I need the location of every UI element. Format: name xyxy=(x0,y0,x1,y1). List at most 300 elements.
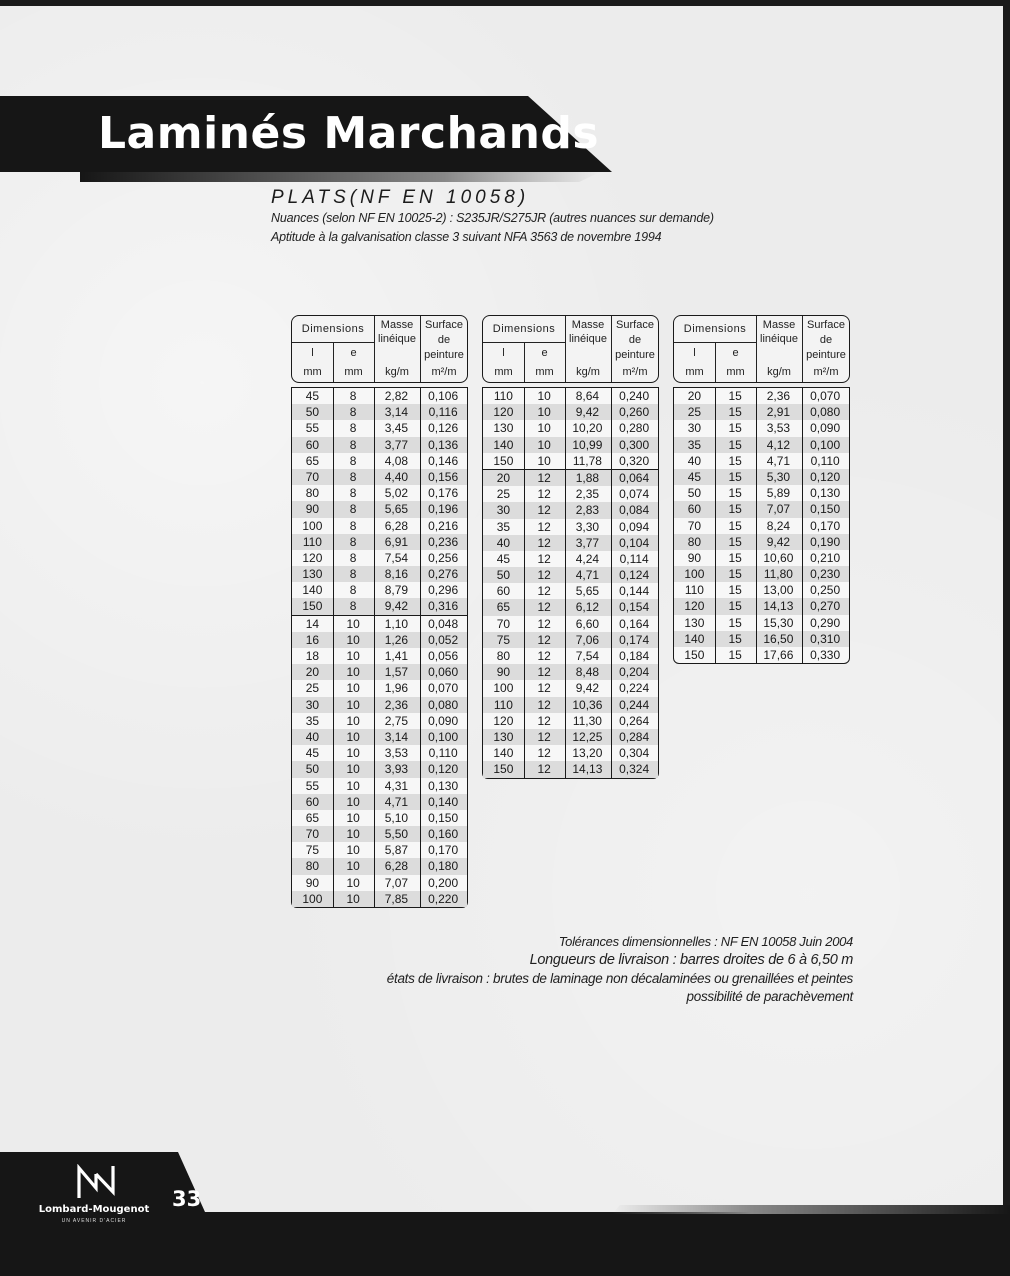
cell-e: 10 xyxy=(346,697,360,712)
cell-e: 12 xyxy=(537,568,551,583)
column-divider xyxy=(565,388,566,778)
cell-l: 60 xyxy=(305,437,320,452)
table-row xyxy=(674,453,849,469)
cell-l: 150 xyxy=(684,648,705,662)
cell-surface: 0,300 xyxy=(619,437,650,452)
header-surface-unit: m²/m xyxy=(622,366,648,378)
cell-e: 10 xyxy=(346,713,360,728)
header-e: e xyxy=(350,347,357,359)
cell-masse: 1,57 xyxy=(384,665,409,680)
table-row xyxy=(483,583,658,599)
cell-surface: 0,070 xyxy=(428,681,459,696)
table-row xyxy=(483,616,658,632)
cell-surface: 0,120 xyxy=(428,762,459,777)
header-surface-unit: m²/m xyxy=(431,366,457,378)
table-row xyxy=(674,550,849,566)
table-row xyxy=(292,778,467,794)
cell-masse: 17,66 xyxy=(763,648,794,662)
table-row xyxy=(292,534,467,550)
cell-l: 30 xyxy=(496,503,511,518)
cell-surface: 0,110 xyxy=(810,453,840,468)
cell-e: 8 xyxy=(349,469,357,484)
cell-surface: 0,090 xyxy=(428,713,459,728)
cell-l: 100 xyxy=(493,681,514,696)
cell-masse: 4,40 xyxy=(384,469,409,484)
cell-surface: 0,124 xyxy=(619,568,650,583)
cell-surface: 0,090 xyxy=(810,421,841,436)
cell-e: 15 xyxy=(728,615,742,630)
table-row xyxy=(483,551,658,567)
header-l-unit: mm xyxy=(303,366,322,378)
cell-masse: 4,71 xyxy=(384,794,409,809)
cell-e: 15 xyxy=(728,631,742,646)
table-row xyxy=(292,404,467,420)
table-row xyxy=(292,842,467,858)
cell-masse: 4,08 xyxy=(384,453,409,468)
cell-masse: 5,30 xyxy=(766,469,791,484)
cell-l: 70 xyxy=(305,827,320,842)
table-row xyxy=(483,697,658,713)
cell-e: 12 xyxy=(537,487,551,502)
cell-masse: 3,53 xyxy=(384,746,409,761)
table-row xyxy=(292,469,467,485)
cell-l: 100 xyxy=(302,891,323,906)
table-row xyxy=(483,453,658,469)
table-row xyxy=(292,453,467,469)
header-masse: Masse linéique xyxy=(378,319,416,345)
cell-masse: 4,12 xyxy=(766,437,791,452)
table-row xyxy=(483,632,658,648)
header-e: e xyxy=(541,347,548,359)
table-row xyxy=(674,469,849,485)
cell-l: 40 xyxy=(687,453,702,468)
table-row xyxy=(483,420,658,436)
table-row xyxy=(674,534,849,550)
cell-e: 15 xyxy=(728,469,742,484)
table-row xyxy=(292,632,467,648)
table-row xyxy=(292,518,467,534)
footer-fade xyxy=(612,1205,1010,1214)
cell-l: 60 xyxy=(305,794,320,809)
cell-e: 12 xyxy=(537,681,551,696)
cell-masse: 14,13 xyxy=(572,762,603,777)
cell-masse: 3,14 xyxy=(384,405,409,420)
cell-masse: 3,14 xyxy=(384,729,409,744)
cell-masse: 2,36 xyxy=(766,389,791,403)
cell-e: 15 xyxy=(728,567,742,582)
cell-masse: 5,02 xyxy=(384,486,409,501)
cell-e: 10 xyxy=(346,810,360,825)
note-possibilite: possibilité de parachèvement xyxy=(686,989,853,1004)
cell-surface: 0,320 xyxy=(619,453,650,468)
header-e-unit: mm xyxy=(535,366,554,378)
cell-e: 8 xyxy=(349,502,357,517)
table-row xyxy=(292,680,467,696)
brand-tagline: UN AVENIR D'ACIER xyxy=(61,1218,127,1224)
cell-surface: 0,190 xyxy=(810,534,841,549)
cell-e: 8 xyxy=(349,453,357,468)
cell-l: 75 xyxy=(305,843,320,858)
cell-masse: 8,64 xyxy=(575,389,600,403)
cell-e: 8 xyxy=(349,437,357,452)
header-l: l xyxy=(502,347,505,359)
header-divider xyxy=(611,316,612,382)
cell-l: 50 xyxy=(687,486,702,501)
header-l: l xyxy=(311,347,314,359)
cell-surface: 0,084 xyxy=(619,503,650,518)
cell-e: 12 xyxy=(537,746,551,761)
cell-l: 110 xyxy=(493,697,513,712)
cell-surface: 0,106 xyxy=(428,389,459,403)
cell-surface: 0,130 xyxy=(810,486,841,501)
table-row xyxy=(674,404,849,420)
table-row xyxy=(674,647,849,663)
cell-surface: 0,176 xyxy=(428,486,459,501)
table-row xyxy=(292,729,467,745)
cell-masse: 8,79 xyxy=(384,583,409,598)
header-surface-unit: m²/m xyxy=(813,366,839,378)
cell-masse: 7,54 xyxy=(384,550,409,565)
cell-surface: 0,316 xyxy=(428,599,459,614)
cell-e: 8 xyxy=(349,583,357,598)
cell-l: 14 xyxy=(305,616,320,631)
table-row xyxy=(292,598,467,614)
table-row xyxy=(292,761,467,777)
cell-l: 140 xyxy=(302,583,323,598)
cell-l: 80 xyxy=(305,486,320,501)
cell-l: 60 xyxy=(496,584,511,599)
cell-masse: 5,89 xyxy=(766,486,791,501)
cell-l: 18 xyxy=(305,649,320,663)
cell-e: 8 xyxy=(349,550,357,565)
table-row xyxy=(292,582,467,598)
cell-l: 30 xyxy=(687,421,702,436)
header-banner-fade xyxy=(80,172,600,182)
cell-l: 70 xyxy=(496,616,511,631)
cell-masse: 7,07 xyxy=(766,502,791,517)
note-tolerances: Tolérances dimensionnelles : NF EN 10058 Juin 2004 xyxy=(558,934,853,949)
cell-e: 10 xyxy=(346,843,360,858)
header-surface: Surface de peinture xyxy=(424,319,464,361)
cell-surface: 0,200 xyxy=(428,875,459,890)
cell-l: 150 xyxy=(302,599,323,614)
header-l-unit: mm xyxy=(494,366,513,378)
cell-l: 140 xyxy=(493,437,514,452)
cell-surface: 0,240 xyxy=(619,389,650,403)
cell-l: 75 xyxy=(496,632,511,647)
cell-surface: 0,184 xyxy=(619,649,650,663)
cell-surface: 0,126 xyxy=(428,421,459,436)
cell-l: 120 xyxy=(493,713,514,728)
table-row xyxy=(674,420,849,436)
table-row xyxy=(483,745,658,761)
cell-masse: 5,10 xyxy=(384,810,409,825)
cell-e: 8 xyxy=(349,389,357,403)
cell-l: 50 xyxy=(305,762,320,777)
plats-table-3 xyxy=(673,315,850,664)
cell-surface: 0,160 xyxy=(428,827,459,842)
cell-e: 10 xyxy=(346,891,360,906)
cell-masse: 3,93 xyxy=(384,762,409,777)
cell-l: 20 xyxy=(305,665,320,680)
cell-surface: 0,130 xyxy=(428,778,459,793)
cell-l: 25 xyxy=(305,681,320,696)
header-surface: Surface de peinture xyxy=(615,319,655,361)
cell-l: 90 xyxy=(305,502,320,517)
cell-e: 10 xyxy=(346,632,360,647)
header-dimensions: Dimensions xyxy=(674,316,756,343)
cell-masse: 10,20 xyxy=(572,421,603,436)
cell-surface: 0,210 xyxy=(810,550,841,565)
table-row xyxy=(292,437,467,453)
table-row xyxy=(483,761,658,777)
cell-surface: 0,180 xyxy=(428,859,459,874)
cell-e: 12 xyxy=(537,535,551,550)
cell-e: 12 xyxy=(537,665,551,680)
cell-l: 45 xyxy=(496,551,511,566)
cell-l: 100 xyxy=(302,518,323,533)
cell-surface: 0,144 xyxy=(619,584,650,599)
cell-l: 70 xyxy=(687,518,702,533)
cell-masse: 2,36 xyxy=(384,697,409,712)
cell-l: 60 xyxy=(687,502,702,517)
cell-masse: 7,07 xyxy=(384,875,409,890)
cell-l: 140 xyxy=(493,746,514,761)
cell-e: 10 xyxy=(346,827,360,842)
cell-surface: 0,284 xyxy=(619,729,650,744)
cell-e: 10 xyxy=(346,859,360,874)
cell-e: 12 xyxy=(537,519,551,534)
cell-masse: 14,13 xyxy=(763,599,794,614)
cell-surface: 0,146 xyxy=(428,453,459,468)
cell-masse: 8,16 xyxy=(384,567,409,582)
cell-l: 120 xyxy=(493,405,514,420)
cell-surface: 0,280 xyxy=(619,421,650,436)
cell-surface: 0,080 xyxy=(428,697,459,712)
cell-e: 12 xyxy=(537,503,551,518)
cell-l: 35 xyxy=(687,437,702,452)
cell-l: 90 xyxy=(687,550,702,565)
cell-l: 50 xyxy=(305,405,320,420)
header-dimensions: Dimensions xyxy=(292,316,374,343)
table-header xyxy=(482,315,659,383)
table-row xyxy=(483,404,658,420)
cell-masse: 2,82 xyxy=(384,389,409,403)
cell-masse: 2,83 xyxy=(575,503,600,518)
cell-surface: 0,324 xyxy=(619,762,650,777)
cell-e: 10 xyxy=(346,875,360,890)
page-title: Laminés Marchands xyxy=(98,108,600,159)
column-divider xyxy=(420,388,421,907)
cell-l: 90 xyxy=(305,875,320,890)
cell-l: 130 xyxy=(684,615,705,630)
table-row xyxy=(674,501,849,517)
table-row xyxy=(483,502,658,518)
cell-e: 15 xyxy=(728,599,742,614)
table-row xyxy=(674,388,849,404)
table-row xyxy=(292,745,467,761)
cell-l: 35 xyxy=(496,519,511,534)
cell-masse: 3,45 xyxy=(384,421,409,436)
cell-l: 150 xyxy=(493,762,514,777)
table-row xyxy=(292,713,467,729)
cell-e: 15 xyxy=(728,453,742,468)
cell-e: 12 xyxy=(537,762,551,777)
cell-e: 10 xyxy=(346,729,360,744)
cell-masse: 1,26 xyxy=(384,632,409,647)
cell-masse: 3,30 xyxy=(575,519,600,534)
cell-surface: 0,304 xyxy=(619,746,650,761)
cell-e: 10 xyxy=(537,389,551,403)
cell-l: 140 xyxy=(684,631,705,646)
cell-l: 25 xyxy=(687,405,702,420)
column-divider xyxy=(333,388,334,907)
table-row xyxy=(483,680,658,696)
cell-surface: 0,204 xyxy=(619,665,650,680)
page-number: 33 xyxy=(172,1187,202,1211)
cell-surface: 0,136 xyxy=(428,437,459,452)
table-row xyxy=(292,388,467,404)
table-row xyxy=(674,615,849,631)
table-row xyxy=(483,519,658,535)
table-row xyxy=(292,550,467,566)
cell-l: 120 xyxy=(302,550,323,565)
cell-e: 10 xyxy=(346,616,360,631)
cell-surface: 0,074 xyxy=(619,487,650,502)
header-masse-unit: kg/m xyxy=(385,366,409,378)
cell-l: 55 xyxy=(305,421,320,436)
cell-surface: 0,140 xyxy=(428,794,459,809)
table-row xyxy=(483,535,658,551)
cell-surface: 0,250 xyxy=(810,583,841,598)
column-divider xyxy=(374,388,375,907)
cell-surface: 0,170 xyxy=(428,843,459,858)
plats-table-2 xyxy=(482,315,659,779)
column-divider xyxy=(715,388,716,663)
cell-surface: 0,216 xyxy=(428,518,459,533)
cell-l: 110 xyxy=(684,583,704,598)
table-body xyxy=(291,387,468,908)
cell-e: 12 xyxy=(537,551,551,566)
cell-surface: 0,100 xyxy=(810,437,841,452)
cell-masse: 13,20 xyxy=(572,746,603,761)
cell-surface: 0,170 xyxy=(810,518,841,533)
table-row xyxy=(292,826,467,842)
cell-masse: 9,42 xyxy=(384,599,409,614)
cell-e: 15 xyxy=(728,405,742,420)
cell-l: 90 xyxy=(496,665,511,680)
cell-surface: 0,264 xyxy=(619,713,650,728)
cell-masse: 6,12 xyxy=(575,600,600,615)
right-border xyxy=(1003,0,1010,1276)
cell-surface: 0,056 xyxy=(428,649,459,663)
header-l-unit: mm xyxy=(685,366,704,378)
cell-e: 15 xyxy=(728,421,742,436)
cell-e: 10 xyxy=(346,649,360,663)
plats-table-1 xyxy=(291,315,468,908)
cell-masse: 2,75 xyxy=(384,713,409,728)
brand-name: Lombard-Mougenot xyxy=(38,1204,150,1215)
cell-l: 20 xyxy=(687,389,702,403)
cell-e: 10 xyxy=(346,746,360,761)
table-row xyxy=(483,729,658,745)
cell-e: 10 xyxy=(537,437,551,452)
table-row xyxy=(483,388,658,404)
cell-surface: 0,230 xyxy=(810,567,841,582)
cell-masse: 6,60 xyxy=(575,616,600,631)
cell-surface: 0,174 xyxy=(619,632,650,647)
header-surface: Surface de peinture xyxy=(806,319,846,361)
cell-surface: 0,290 xyxy=(810,615,841,630)
cell-e: 10 xyxy=(346,665,360,680)
cell-masse: 9,42 xyxy=(575,681,600,696)
cell-l: 25 xyxy=(496,487,511,502)
cell-surface: 0,116 xyxy=(428,405,458,420)
cell-l: 80 xyxy=(305,859,320,874)
note-longueurs: Longueurs de livraison : barres droites de 6 à 6,50 m xyxy=(529,952,853,968)
table-body xyxy=(482,387,659,779)
cell-e: 8 xyxy=(349,599,357,614)
cell-surface: 0,220 xyxy=(428,891,459,906)
header-divider xyxy=(420,316,421,382)
header-l: l xyxy=(693,347,696,359)
cell-surface: 0,164 xyxy=(619,616,650,631)
cell-masse: 5,65 xyxy=(575,584,600,599)
cell-l: 100 xyxy=(684,567,705,582)
cell-masse: 7,06 xyxy=(575,632,600,647)
table-row xyxy=(292,794,467,810)
cell-e: 12 xyxy=(537,584,551,599)
cell-masse: 4,71 xyxy=(766,453,791,468)
header-divider xyxy=(374,316,375,382)
cell-masse: 3,77 xyxy=(384,437,409,452)
cell-surface: 0,296 xyxy=(428,583,459,598)
section-title: PLATS(NF EN 10058) xyxy=(271,187,530,208)
cell-l: 150 xyxy=(493,453,514,468)
nuances-line: Nuances (selon NF EN 10025-2) : S235JR/S275JR (autres nuances sur demande) xyxy=(271,211,714,225)
table-row xyxy=(292,891,467,907)
cell-l: 20 xyxy=(496,470,511,485)
cell-masse: 8,24 xyxy=(766,518,791,533)
header-masse: Masse linéique xyxy=(760,319,798,345)
cell-e: 12 xyxy=(537,697,551,712)
table-row xyxy=(483,469,658,486)
cell-masse: 1,41 xyxy=(384,649,409,663)
table-row xyxy=(292,566,467,582)
header-divider xyxy=(524,343,525,382)
cell-surface: 0,196 xyxy=(428,502,459,517)
header-dimensions: Dimensions xyxy=(483,316,565,343)
cell-masse: 11,78 xyxy=(572,453,602,468)
cell-masse: 4,24 xyxy=(575,551,600,566)
table-row xyxy=(674,485,849,501)
cell-e: 10 xyxy=(537,405,551,420)
cell-surface: 0,244 xyxy=(619,697,650,712)
table-header xyxy=(673,315,850,383)
cell-masse: 9,42 xyxy=(766,534,791,549)
cell-e: 10 xyxy=(346,681,360,696)
cell-l: 16 xyxy=(305,632,320,647)
cell-masse: 4,31 xyxy=(384,778,409,793)
table-row xyxy=(674,437,849,453)
cell-masse: 11,30 xyxy=(572,713,602,728)
cell-surface: 0,256 xyxy=(428,550,459,565)
table-row xyxy=(483,437,658,453)
cell-surface: 0,104 xyxy=(619,535,650,550)
cell-l: 110 xyxy=(302,534,322,549)
header-divider xyxy=(333,343,334,382)
table-row xyxy=(292,697,467,713)
